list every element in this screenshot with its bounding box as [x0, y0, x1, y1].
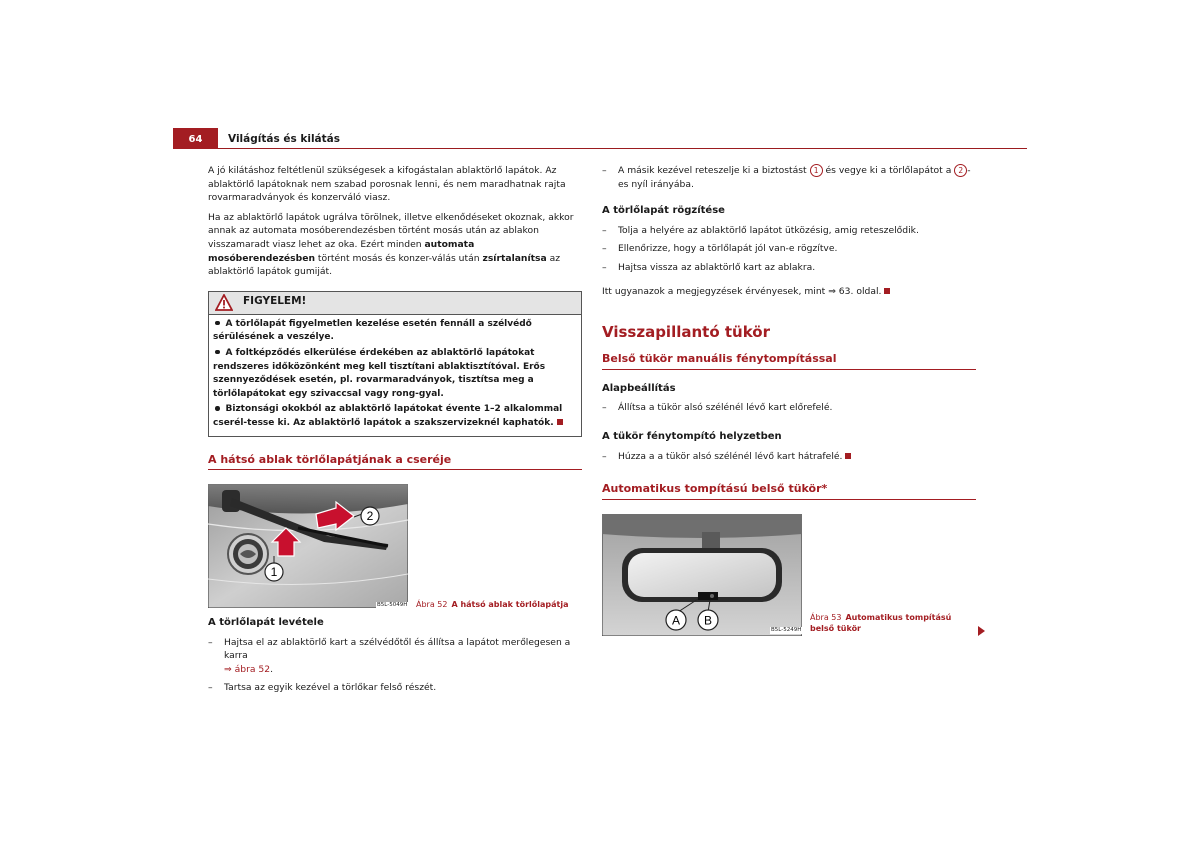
figure-code: B5L-5049H	[377, 602, 408, 609]
basic-setting-step: – Állítsa a tükör alsó szélénél lévő kart előrefelé.	[602, 401, 976, 415]
figure-code: B5L-5249H	[771, 626, 802, 633]
warning-header	[209, 292, 581, 315]
figure-link[interactable]: ⇒ ábra 52	[224, 663, 271, 675]
removal-step-3: – A másik kezével reteszelje ki a biztostást 1 és vegye ki a törlőlapátot a 2 -es nyíl irányába.	[602, 164, 976, 191]
page-number: 64	[173, 128, 218, 149]
figure-caption: Ábra 52 A hátsó ablak törlőlapátja	[416, 600, 569, 610]
left-column	[208, 164, 582, 700]
callout-1: 1	[270, 565, 278, 580]
intro-paragraph-2: Ha az ablaktörlő lapátok ugrálva törölnek, illetve elkenődéseket okoznak, akkor annak az automata mosóberendezésben történt mosás után az ablakon visszamaradt viasz lehet az oka. Ezért minden automata mosóberendezésben történt mosás és konzer-válás után zsírtalanítsa az ablaktörlő lapátok gumiját.	[208, 211, 574, 278]
warning-item: Biztonsági okokból az ablaktörlő lapátokat évente 1–2 alkalommal cserél-tesse ki. Az ablaktörlő lapátok a szakszervizeknél kaphatók.	[213, 404, 563, 428]
fix-title: A törlőlapát rögzítése	[602, 205, 725, 217]
callout-a: A	[671, 613, 681, 628]
removal-step-2: – Tartsa az egyik kezével a törlőkar felső részét.	[208, 681, 582, 695]
warning-item: A foltképződés elkerülése érdekében az ablaktörlő lapátokat rendszeres időközönként meg kell tisztítani ablaktisztítóval. Erős szennyeződések esetén, pl. rovarmaradványok, tisztítsa meg a törlőlapátokat egy szivaccsal vagy rong-gyal.	[213, 347, 546, 399]
next-page-arrow-icon[interactable]	[978, 626, 985, 636]
intro-paragraph-1: A jó kilátáshoz feltétlenül szükségesek a kifogástalan ablaktörlő lapátok. Az ablaktörlő lapátoknak nem szabad porosnak lenni, és nem maradhatnak rajta rovarmaradványok és konzerváló viasz.	[208, 165, 566, 204]
fix-step-2: – Ellenőrizze, hogy a törlőlapát jól van-e rögzítve.	[602, 242, 976, 256]
section-title-rear-wiper: A hátsó ablak törlőlapátjának a cseréje	[208, 453, 582, 471]
chapter-title: Világítás és kilátás	[228, 133, 340, 145]
warning-box	[208, 291, 582, 437]
rear-wiper-illustration	[208, 484, 408, 608]
dimming-position-step: – Húzza a a tükör alsó szélénél lévő kart hátrafelé.	[602, 450, 976, 464]
mirror-illustration	[602, 514, 802, 636]
figure-53	[602, 514, 976, 638]
end-marker-icon	[845, 453, 851, 459]
figure-caption: Ábra 53 Automatikus tompítású belső tükör	[810, 612, 952, 633]
basic-setting-title: Alapbeállítás	[602, 382, 676, 394]
auto-dimming-title: Automatikus tompítású belső tükör*	[602, 482, 976, 500]
manual-dimming-title: Belső tükör manuális fénytompítással	[602, 352, 976, 370]
callout-ref-2: 2	[954, 164, 967, 177]
fix-step-3: – Hajtsa vissza az ablaktörlő kart az ablakra.	[602, 261, 976, 275]
dimming-position-title: A tükör fénytompító helyzetben	[602, 430, 782, 442]
warning-triangle-icon	[215, 294, 233, 311]
end-marker-icon	[884, 288, 890, 294]
warning-item: A törlőlapát figyelmetlen kezelése esetén fennáll a szélvédő sérülésének a veszélye.	[213, 318, 532, 343]
removal-title: A törlőlapát levétele	[208, 617, 324, 629]
right-column	[602, 164, 976, 638]
warning-title: FIGYELEM!	[243, 294, 307, 307]
note-paragraph: Itt ugyanazok a megjegyzések érvényesek, mint ⇒ 63. oldal.	[602, 285, 976, 299]
fix-step-1: – Tolja a helyére az ablaktörlő lapátot ütközésig, amig reteszelődik.	[602, 224, 976, 238]
page-header	[173, 128, 1027, 149]
callout-b: B	[703, 613, 713, 628]
callout-2: 2	[366, 509, 374, 524]
removal-step-1: – Hajtsa el az ablaktörlő kart a szélvédőtől és állítsa a lapátot merőlegesen a karra ⇒ ábra 52.	[208, 636, 582, 677]
end-marker-icon	[557, 419, 563, 425]
callout-ref-1: 1	[810, 164, 823, 177]
warning-body	[209, 315, 581, 436]
figure-52	[208, 484, 582, 610]
mirror-section-title: Visszapillantó tükör	[602, 323, 770, 342]
